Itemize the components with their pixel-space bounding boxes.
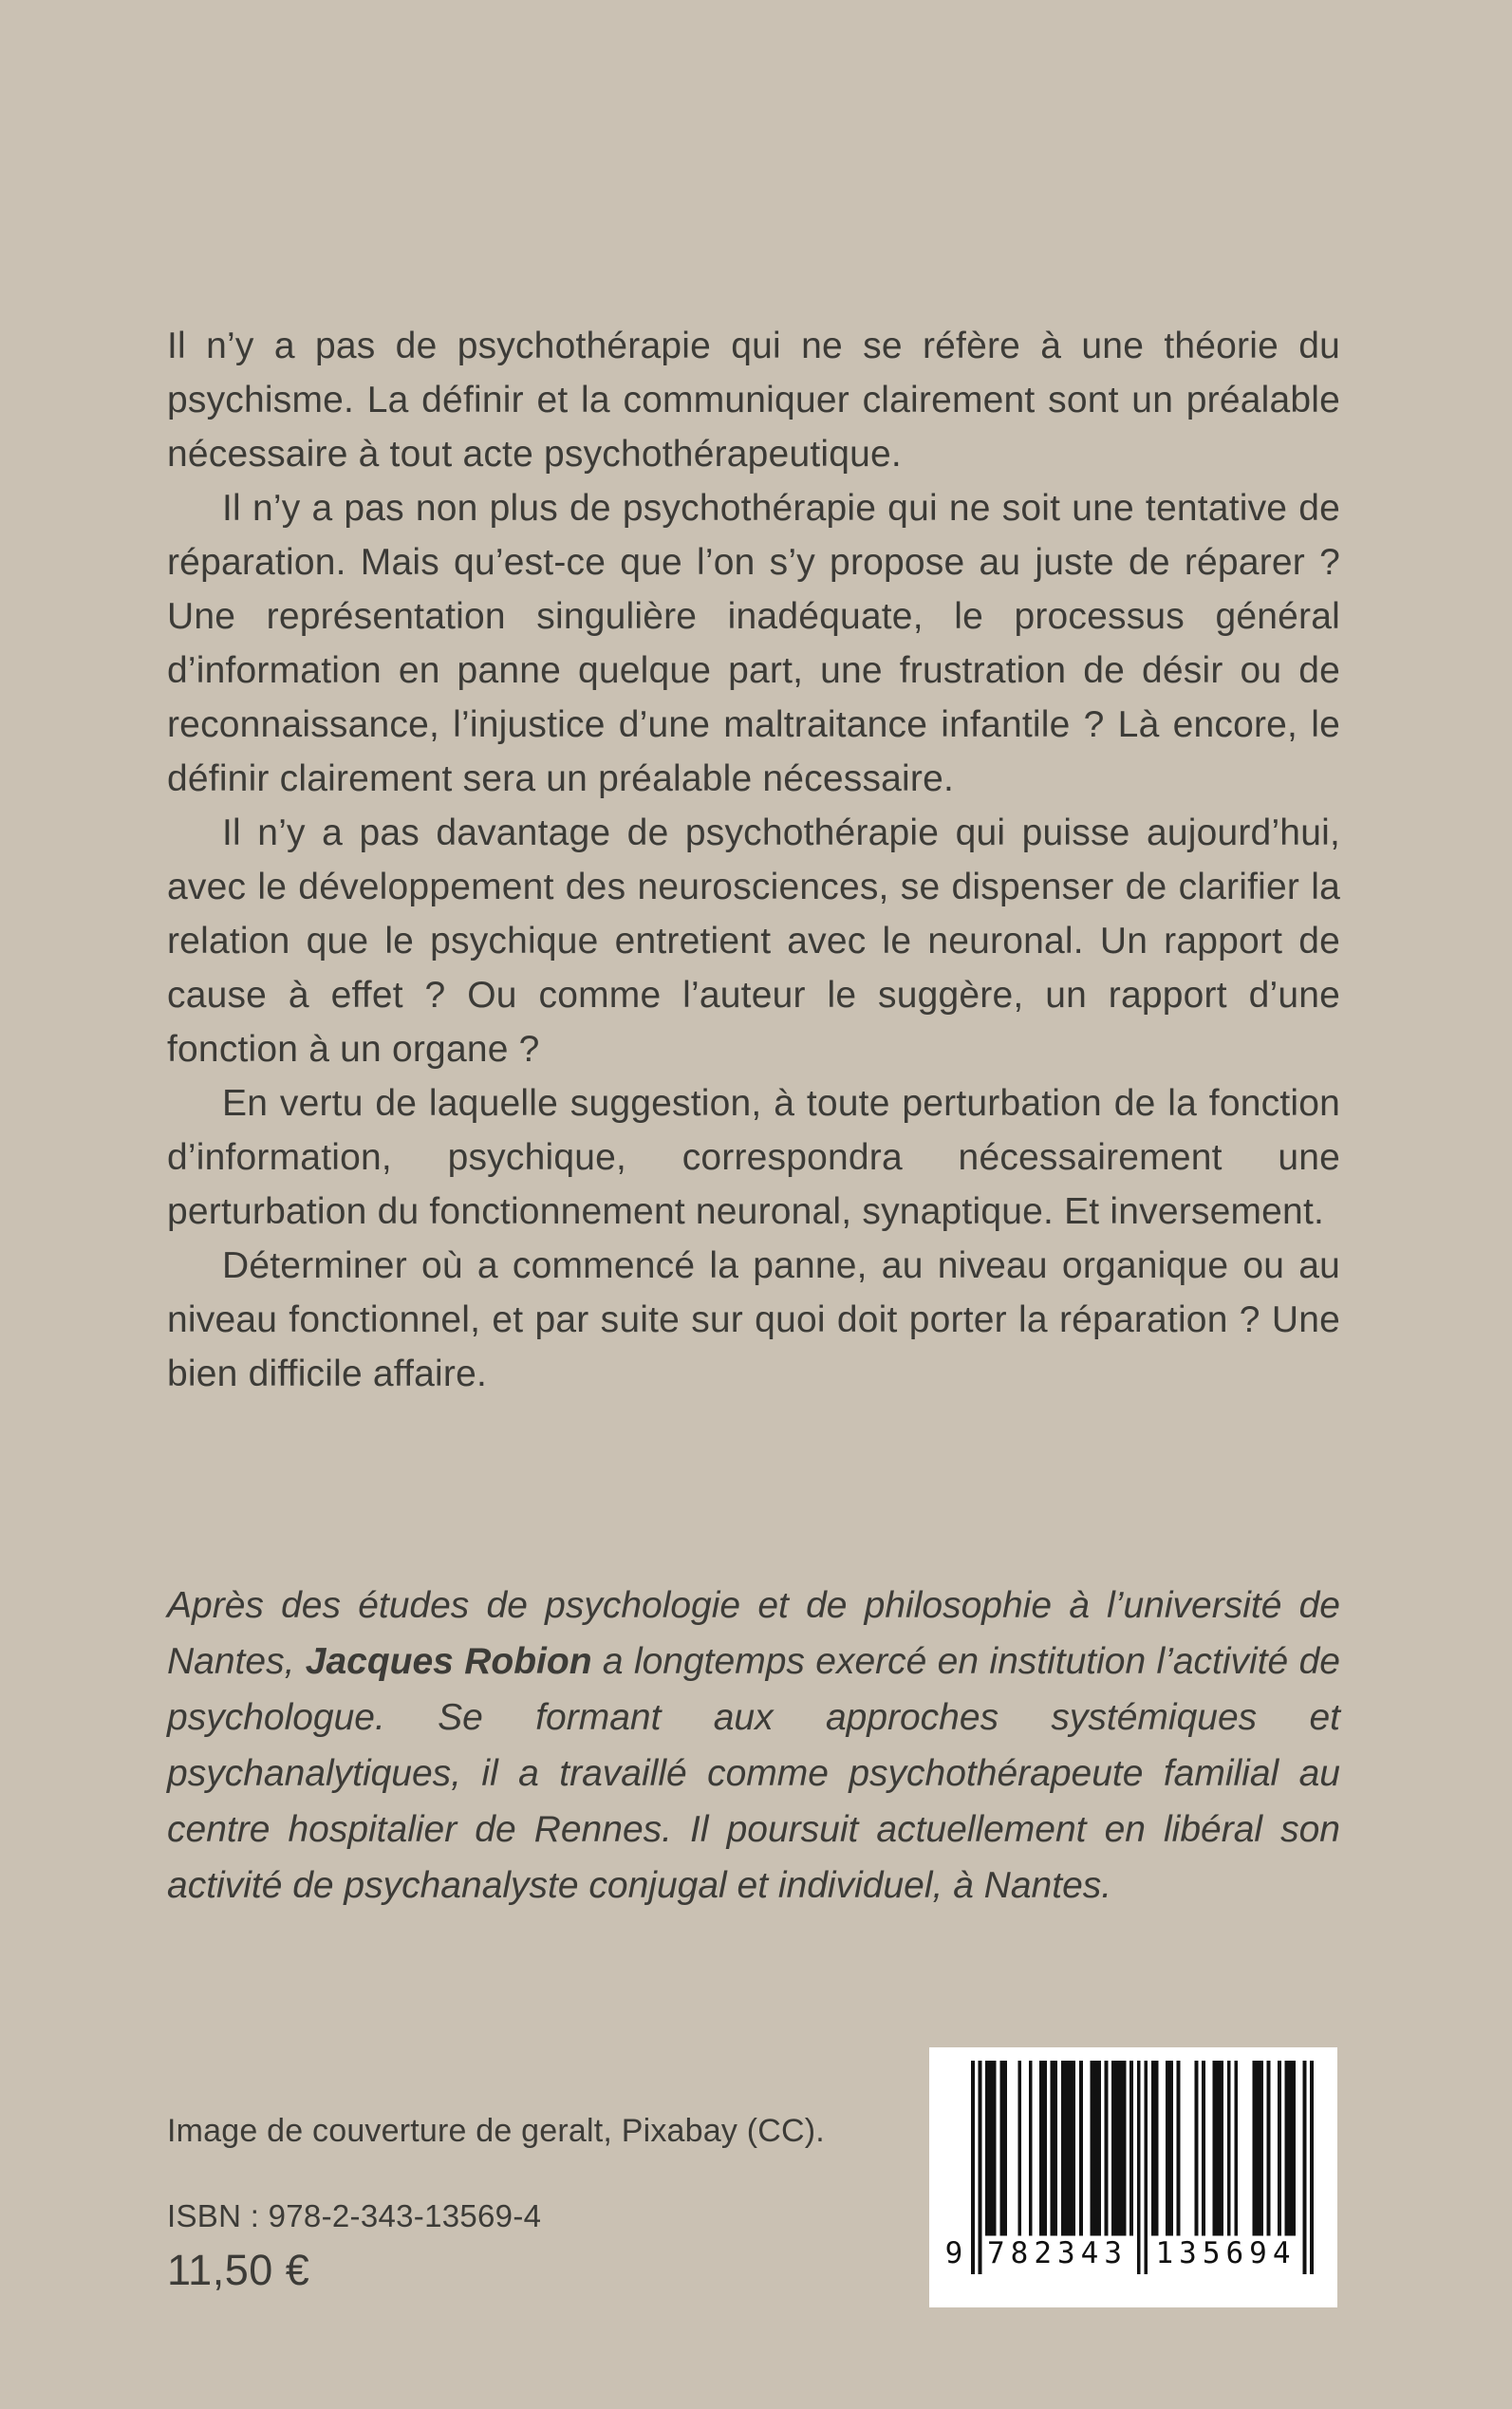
author-bio [167, 1578, 1340, 1914]
blurb-paragraph: En vertu de laquelle suggestion, à toute perturbation de la fonction d’information, psychique, correspondra nécessairement une perturbation du fonctionnement neuronal, synaptique. Et inversement. [167, 1083, 1340, 1232]
blurb-paragraph: Il n’y a pas davantage de psychothérapie qui puisse aujourd’hui, avec le développement des neurosciences, se dispenser de clarifier la relation que le psychique entretient avec le neuronal. Un rapport de cause à effet ? Ou comme l’auteur le suggère, un rapport d’une fonction à un organe ? [167, 812, 1340, 1070]
cover-credit: Image de couverture de geralt, Pixabay (CC). [167, 2113, 825, 2149]
isbn: ISBN : 978-2-343-13569-4 [167, 2198, 542, 2233]
price: 11,50 € [167, 2246, 310, 2294]
barcode-digit-first: 9 [944, 2236, 963, 2270]
author-name: Jacques Robion [305, 1641, 592, 1682]
bio-text-after: a longtemps exercé en institution l’activité de psychologue. Se formant aux approches systémiques et psychanalytiques, il a travaillé comme psychothérapeute familial au centre hospitalier de Rennes. Il poursuit actuellement en libéral son activité de psychanalyste conjugal et individuel, à Nantes. [167, 1641, 1340, 1906]
barcode-box [929, 2047, 1337, 2307]
barcode-digits-right: 135694 [1155, 2236, 1297, 2270]
blurb-paragraph: Déterminer où a commencé la panne, au niveau organique ou au niveau fonctionnel, et par suite sur quoi doit porter la réparation ? Une bien difficile affaire. [167, 1245, 1340, 1394]
barcode-number [944, 2233, 1314, 2273]
barcode-digits-left: 782343 [987, 2236, 1128, 2270]
bio-text-before: Après des études de psychologie et de philosophie à l’université de Nantes, [167, 1585, 1340, 1682]
blurb [167, 319, 1340, 1401]
blurb-paragraph: Il n’y a pas de psychothérapie qui ne se réfère à une théorie du psychisme. La définir et la communiquer clairement sont un préalable nécessaire à tout acte psychothérapeutique. [167, 326, 1340, 475]
blurb-paragraph: Il n’y a pas non plus de psychothérapie qui ne soit une tentative de réparation. Mais qu’est-ce que l’on s’y propose au juste de réparer ? Une représentation singulière inadéquate, le processus général d’information en panne quelque part, une frustration de désir ou de reconnaissance, l’injustice d’une maltraitance infantile ? Là encore, le définir clairement sera un préalable nécessaire. [167, 488, 1340, 799]
